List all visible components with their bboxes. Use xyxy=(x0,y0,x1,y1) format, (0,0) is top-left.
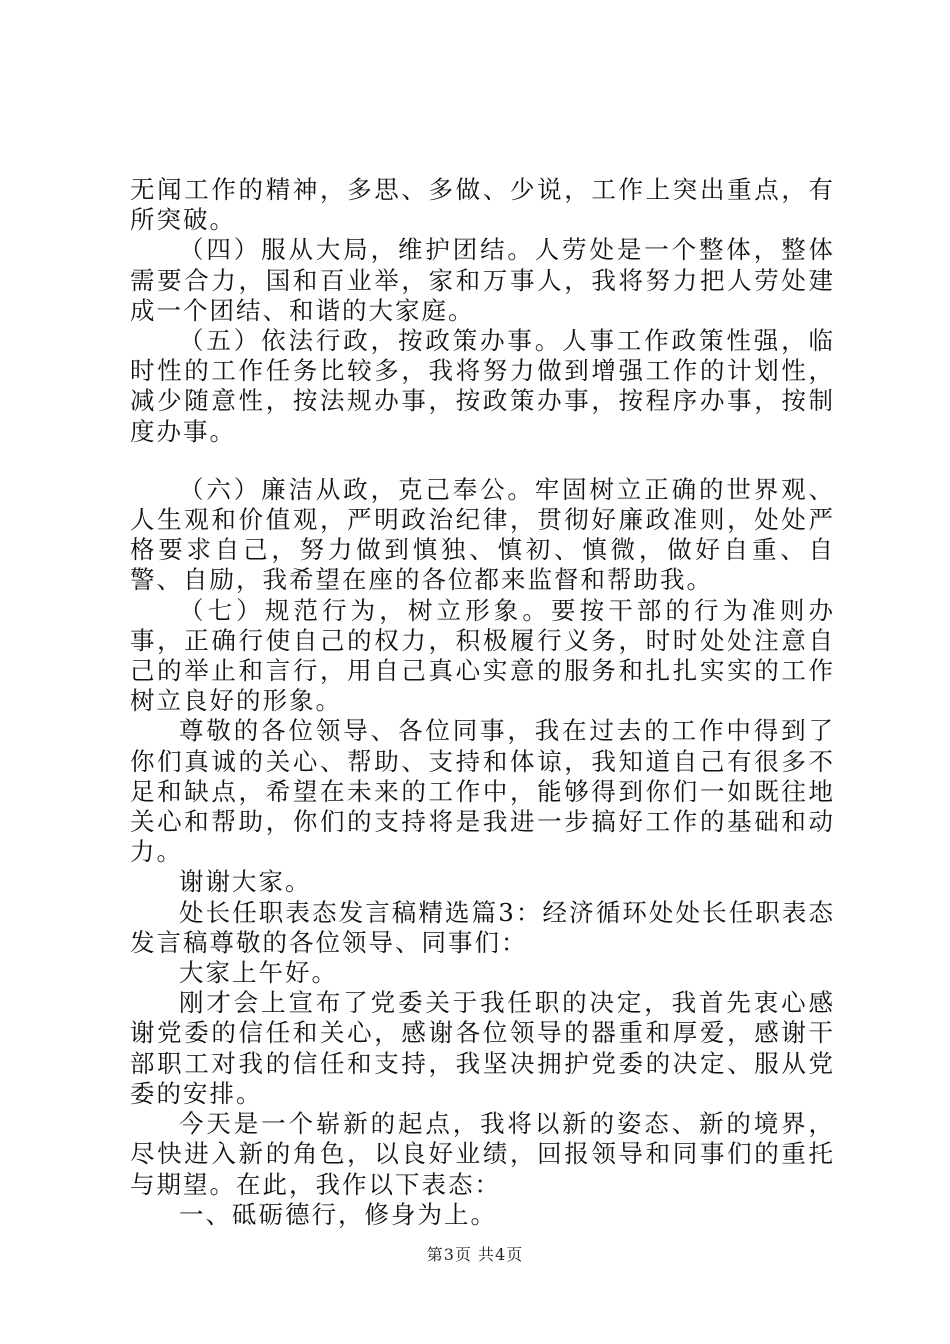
paragraph: 大家上午好。 xyxy=(179,958,338,988)
paragraph: （六）廉洁从政，克己奉公。牢固树立正确的世界观、人生观和价值观，严明政治纪律，贯彻好廉政准则，处处严格要求自己，努力做到慎独、慎初、慎微，做好自重、自警、自励，我希望在座的各位都来监督和帮助我。 xyxy=(130,474,835,595)
paragraph: 谢谢大家。 xyxy=(179,867,312,897)
paragraph: 刚才会上宣布了党委关于我任职的决定，我首先衷心感谢党委的信任和关心，感谢各位领导的器重和厚爱，感谢干部职工对我的信任和支持，我坚决拥护党委的决定、服从党委的安排。 xyxy=(130,988,835,1108)
paragraph: （四）服从大局，维护团结。人劳处是一个整体，整体需要合力，国和百业举，家和万事人，我将努力把人劳处建成一个团结、和谐的大家庭。 xyxy=(130,235,835,325)
section-heading-paragraph: 处长任职表态发言稿精选篇3：经济循环处处长任职表态发言稿尊敬的各位领导、同事们： xyxy=(130,897,835,957)
document-body xyxy=(130,175,835,1230)
paragraph: 无闻工作的精神，多思、多做、少说，工作上突出重点，有所突破。 xyxy=(130,175,835,235)
paragraph: （七）规范行为，树立形象。要按干部的行为准则办事，正确行使自己的权力，积极履行义务，时时处处注意自己的举止和言行，用自己真心实意的服务和扎扎实实的工作树立良好的形象。 xyxy=(130,595,835,716)
paragraph: （五）依法行政，按政策办事。人事工作政策性强，临时性的工作任务比较多，我将努力做到增强工作的计划性，减少随意性，按法规办事，按政策办事，按程序办事，按制度办事。 xyxy=(130,326,835,446)
paragraph: 今天是一个崭新的起点，我将以新的姿态、新的境界，尽快进入新的角色，以良好业绩，回报领导和同事们的重托与期望。在此，我作以下表态： xyxy=(130,1109,835,1199)
page-footer: 第3页 共4页 xyxy=(426,1245,524,1264)
paragraph: 尊敬的各位领导、各位同事，我在过去的工作中得到了你们真诚的关心、帮助、支持和体谅，我知道自己有很多不足和缺点，希望在未来的工作中，能够得到你们一如既往地关心和帮助，你们的支持将是我进一步搞好工作的基础和动力。 xyxy=(130,716,835,867)
paragraph: 一、砥砺德行，修身为上。 xyxy=(179,1199,497,1229)
